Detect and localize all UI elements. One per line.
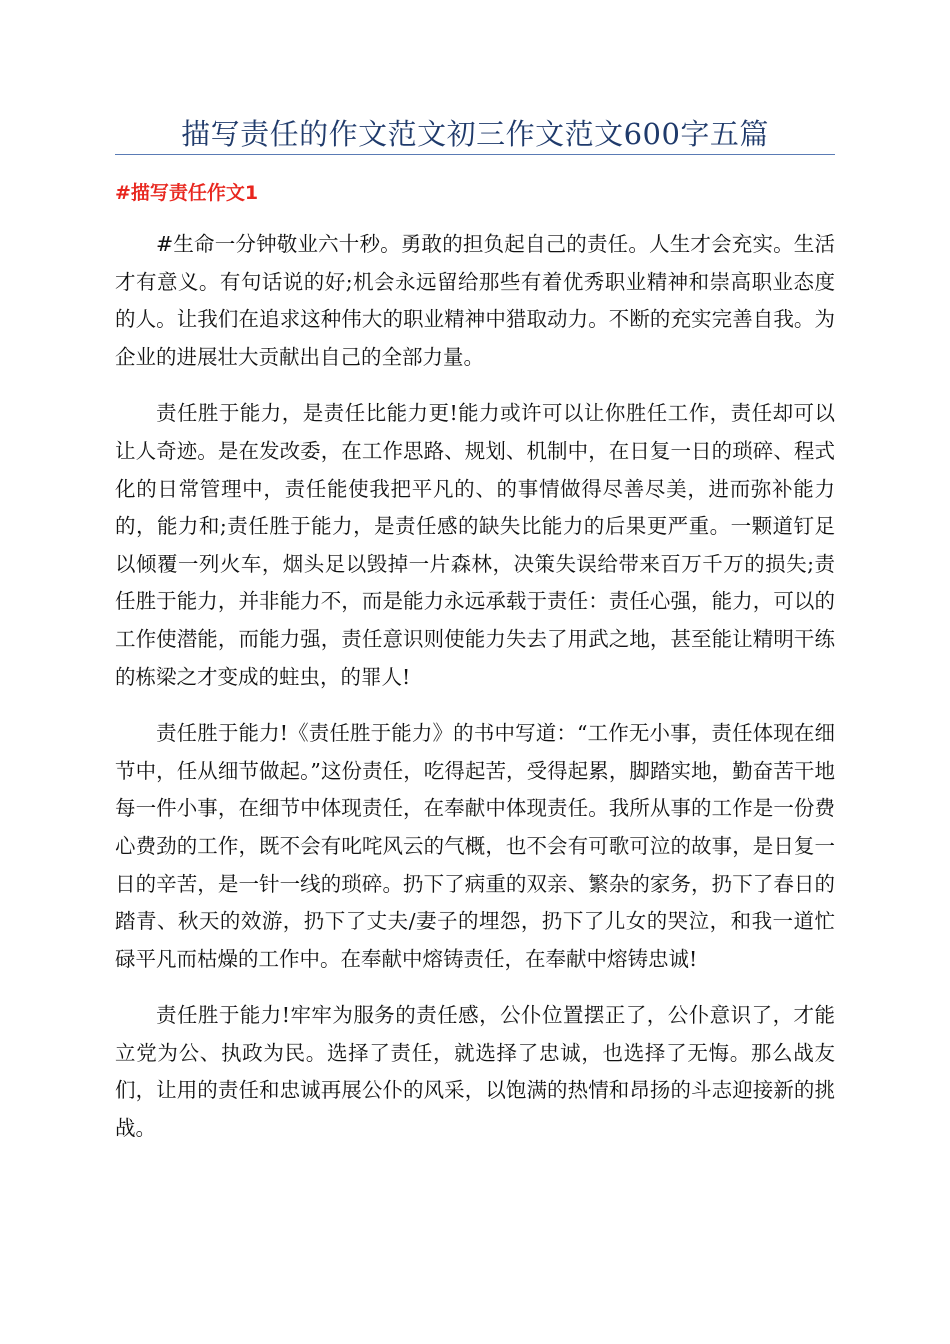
section-heading: #描写责任作文1 [115, 182, 259, 204]
paragraph-1: #生命一分钟敬业六十秒。勇敢的担负起自己的责任。人生才会充实。生活才有意义。有句话说的好;机会永远留给那些有着优秀职业精神和崇高职业态度的人。让我们在追求这种伟大的职业精神中猎取动力。不断的充实完善自我。为企业的进展壮大贡献出自己的全部力量。 [115, 232, 835, 369]
paragraph-2: 责任胜于能力，是责任比能力更!能力或许可以让你胜任工作，责任却可以让人奇迹。是在发改委，在工作思路、规划、机制中，在日复一日的琐碎、程式化的日常管理中，责任能使我把平凡的、的事情做得尽善尽美，进而弥补能力的，能力和;责任胜于能力，是责任感的缺失比能力的后果更严重。一颗道钉足以倾覆一列火车，烟头足以毁掉一片森林，决策失误给带来百万千万的损失;责任胜于能力，并非能力不，而是能力永远承载于责任：责任心强，能力，可以的工作使潜能，而能力强，责任意识则使能力失去了用武之地，甚至能让精明干练的栋梁之才变成的蛀虫，的罪人! [115, 401, 835, 689]
paragraph-3: 责任胜于能力!《责任胜于能力》的书中写道：“工作无小事，责任体现在细节中，任从细节做起。”这份责任，吃得起苦，受得起累，脚踏实地，勤奋苦干地每一件小事，在细节中体现责任，在奉献中体现责任。我所从事的工作是一份费心费劲的工作，既不会有叱咤风云的气概，也不会有可歌可泣的故事，是日复一日的辛苦，是一针一线的琐碎。扔下了病重的双亲、繁杂的家务，扔下了春日的踏青、秋天的效游，扔下了丈夫/妻子的埋怨，扔下了儿女的哭泣，和我一道忙碌平凡而枯燥的工作中。在奉献中熔铸责任，在奉献中熔铸忠诚! [115, 721, 835, 971]
document-body [115, 226, 835, 1167]
title-underline [115, 154, 835, 155]
document-title: 描写责任的作文范文初三作文范文600字五篇 [181, 117, 769, 151]
paragraph-4: 责任胜于能力!牢牢为服务的责任感，公仆位置摆正了，公仆意识了，才能立党为公、执政为民。选择了责任，就选择了忠诚，也选择了无悔。那么战友们，让用的责任和忠诚再展公仆的风采，以饱满的热情和昂扬的斗志迎接新的挑战。 [115, 1003, 835, 1141]
